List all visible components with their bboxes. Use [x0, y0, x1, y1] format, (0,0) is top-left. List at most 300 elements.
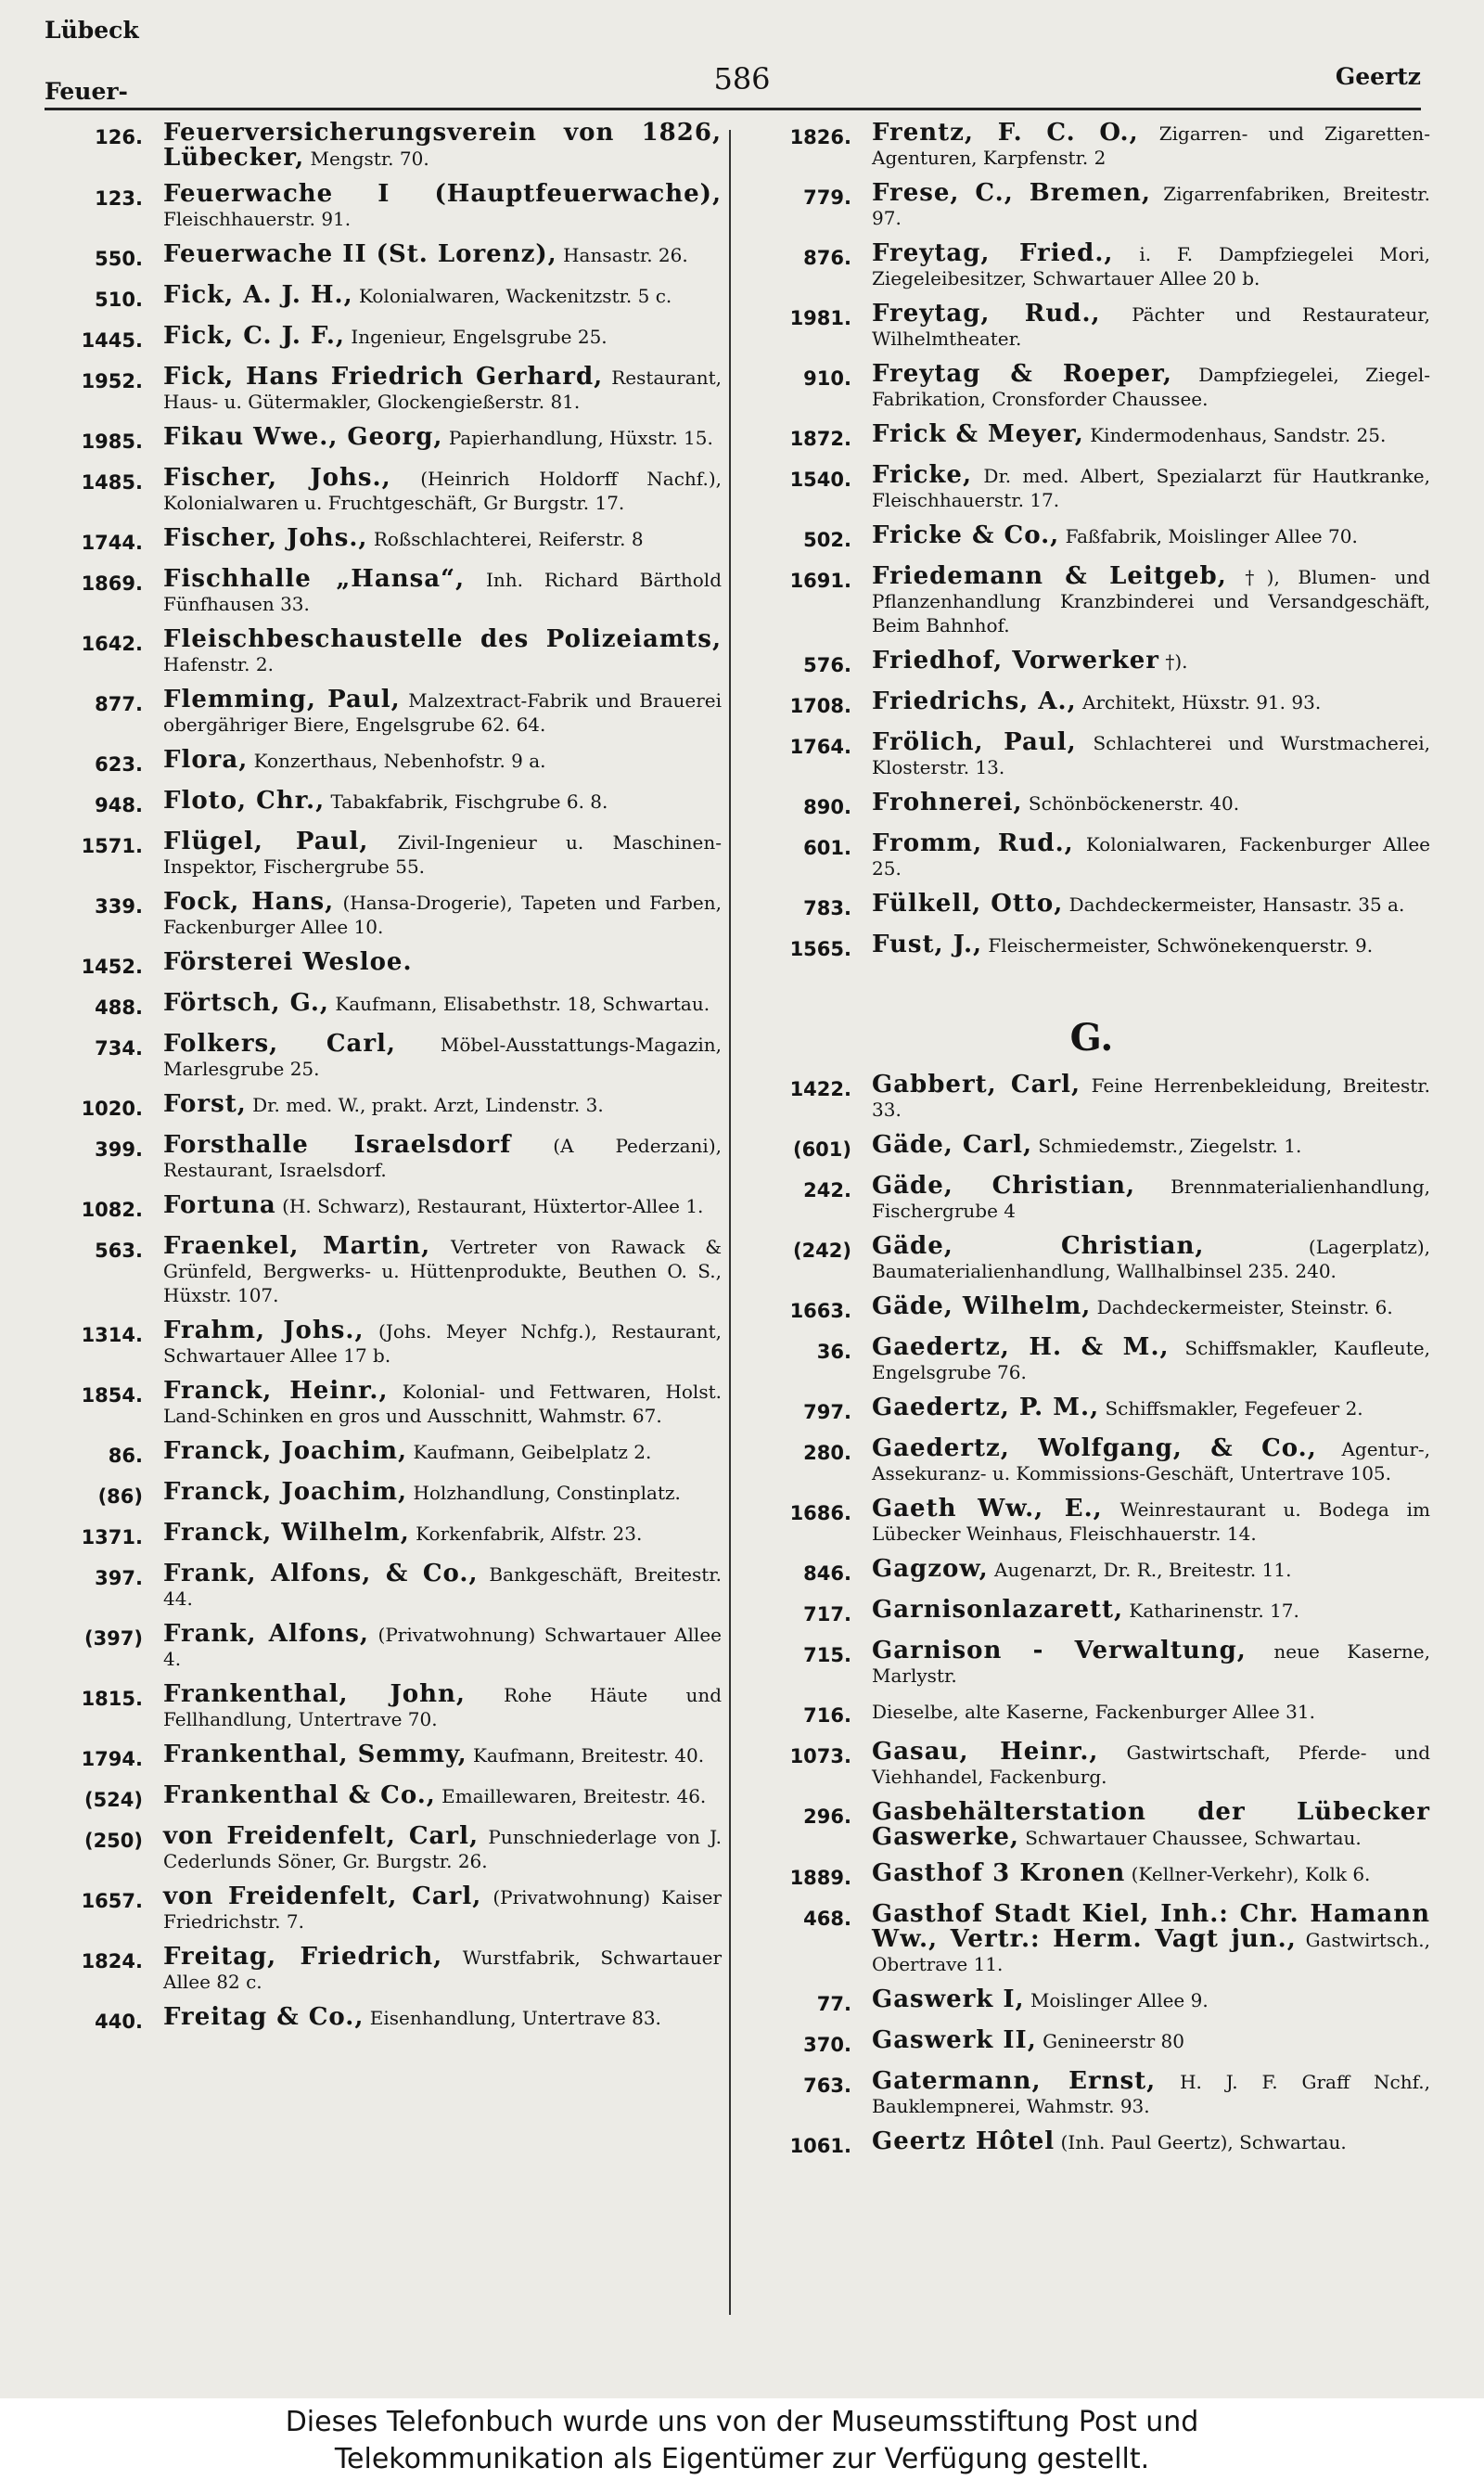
- subscriber-details: Dr. med. W., prakt. Arzt, Lindenstr. 3.: [252, 1094, 604, 1116]
- subscriber-details: Konzerthaus, Nebenhofstr. 9 a.: [253, 750, 546, 772]
- directory-entry: [45, 1884, 722, 1934]
- phone-number: (86): [97, 1485, 143, 1508]
- subscriber-name: Feuerwache II (St. Lorenz),: [163, 240, 557, 268]
- directory-entry: [753, 1073, 1430, 1122]
- subscriber-details: (A Pederzani), Restaurant, Israelsdorf.: [163, 1135, 722, 1181]
- entry-text: [163, 567, 722, 616]
- subscriber-name: Floto, Chr.,: [163, 787, 326, 815]
- entry-text: [163, 1622, 722, 1671]
- subscriber-name: Frese, C., Bremen,: [872, 179, 1151, 207]
- entry-text: [872, 892, 1430, 917]
- phone-number: 1657.: [81, 1890, 143, 1912]
- subscriber-details: Mengstr. 70.: [310, 148, 429, 170]
- subscriber-details: Agentur-, Assekuranz- u. Kommissions-Geschäft, Untertrave 105.: [872, 1438, 1431, 1484]
- phone-number: 399.: [95, 1138, 143, 1161]
- phone-number: 1854.: [81, 1384, 143, 1407]
- entry-text: [872, 463, 1430, 512]
- subscriber-details: Kindermodenhaus, Sandstr. 25.: [1090, 424, 1387, 446]
- subscriber-name: Förtsch, G.,: [163, 989, 329, 1017]
- subscriber-details: i. F. Dampfziegelei Mori, Ziegeleibesitzer, Schwartauer Allee 20 b.: [872, 243, 1430, 289]
- subscriber-details: Brennmaterialienhandlung, Fischergrube 4: [872, 1176, 1430, 1222]
- subscriber-details: Dachdeckermeister, Hansastr. 35 a.: [1068, 893, 1405, 916]
- subscriber-details: (Privatwohnung) Schwartauer Allee 4.: [163, 1624, 722, 1670]
- phone-number: 846.: [803, 1562, 851, 1585]
- subscriber-name: Frankenthal, John,: [163, 1680, 466, 1708]
- header-range-end: Geertz: [1335, 63, 1421, 90]
- directory-entry: [753, 121, 1430, 170]
- subscriber-name: Garnison - Verwaltung,: [872, 1637, 1247, 1664]
- directory-entry: [45, 890, 722, 939]
- entry-text: [163, 1480, 722, 1505]
- phone-number: 715.: [803, 1644, 851, 1666]
- directory-entry: [45, 627, 722, 676]
- directory-entry: [753, 689, 1430, 719]
- subscriber-details: Inh. Richard Bärthold Fünfhausen 33.: [163, 569, 722, 615]
- subscriber-name: Fortuna: [163, 1191, 276, 1219]
- entry-text: [872, 241, 1430, 290]
- phone-number: 1691.: [789, 570, 851, 592]
- subscriber-name: Gatermann, Ernst,: [872, 2067, 1157, 2095]
- phone-number: 1663.: [789, 1300, 851, 1322]
- entry-text: [163, 324, 722, 349]
- subscriber-name: Gaswerk II,: [872, 2026, 1037, 2054]
- phone-number: 779.: [803, 186, 851, 209]
- subscriber-name: Flemming, Paul,: [163, 686, 401, 713]
- subscriber-name: Feuerversicherungsverein von 1826, Lübecker,: [163, 119, 722, 172]
- subscriber-name: Fromm, Rud.,: [872, 829, 1074, 857]
- phone-number: (397): [83, 1627, 143, 1650]
- subscriber-name: Gabbert, Carl,: [872, 1071, 1081, 1099]
- directory-entry: [45, 687, 722, 737]
- subscriber-name: Geertz Hôtel: [872, 2127, 1055, 2155]
- directory-entry: [45, 829, 722, 879]
- entry-text: [872, 181, 1430, 230]
- subscriber-name: Fricke,: [872, 461, 973, 489]
- directory-entry: [753, 1598, 1430, 1627]
- entry-text: [163, 950, 722, 975]
- subscriber-details: Eisenhandlung, Untertrave 83.: [369, 2007, 661, 2029]
- phone-number: 1764.: [789, 736, 851, 758]
- phone-number: 1314.: [81, 1324, 143, 1346]
- entry-text: [163, 1783, 722, 1808]
- directory-entry: [753, 649, 1430, 678]
- phone-number: (242): [792, 1240, 851, 1262]
- directory-entry: [45, 567, 722, 616]
- subscriber-details: Dachdeckermeister, Steinstr. 6.: [1096, 1296, 1393, 1318]
- phone-number: 280.: [803, 1442, 851, 1464]
- entry-text: [872, 689, 1430, 714]
- entry-text: [872, 1987, 1430, 2012]
- subscriber-name: Franck, Heinr.,: [163, 1377, 389, 1405]
- entry-text: [872, 2069, 1430, 2118]
- subscriber-name: Gäde, Christian,: [872, 1232, 1205, 1260]
- entry-text: [872, 1598, 1430, 1623]
- directory-entry: [753, 1800, 1430, 1850]
- subscriber-details: Vertreter von Rawack & Grünfeld, Bergwerks- u. Hüttenprodukte, Beuthen O. S., Hüxstr. 107.: [163, 1236, 723, 1306]
- entry-text: [872, 932, 1430, 957]
- subscriber-details: Zigarren- und Zigaretten-Agenturen, Karpfenstr. 2: [872, 122, 1431, 169]
- phone-number: 488.: [95, 996, 143, 1019]
- entry-text: [163, 1234, 722, 1307]
- subscriber-details: Weinrestaurant u. Bodega im Lübecker Weinhaus, Fleischhauerstr. 14.: [872, 1498, 1431, 1545]
- entry-text: [872, 1861, 1430, 1886]
- subscriber-name: Gasthof Stadt Kiel, Inh.: Chr. Hamann Ww., Vertr.: Herm. Vagt jun.,: [872, 1900, 1430, 1953]
- subscriber-name: Gaedertz, H. & M.,: [872, 1333, 1170, 1361]
- directory-entry: [45, 950, 722, 980]
- footer-line-2: Telekommunikation als Eigentümer zur Verfügung gestellt.: [334, 2443, 1150, 2475]
- phone-number: 1952.: [81, 370, 143, 392]
- subscriber-details: Rohe Häute und Fellhandlung, Untertrave 70.: [163, 1684, 723, 1730]
- subscriber-details: Fleischhauerstr. 91.: [163, 208, 352, 230]
- phone-number: 1708.: [789, 695, 851, 717]
- phone-number: 1686.: [789, 1502, 851, 1524]
- directory-entry: [45, 789, 722, 818]
- subscriber-details: Schiffsmakler, Kaufleute, Engelsgrube 76.: [872, 1337, 1430, 1383]
- entry-text: [163, 1561, 722, 1611]
- phone-number: 296.: [803, 1805, 851, 1828]
- subscriber-name: Freitag, Friedrich,: [163, 1943, 443, 1971]
- subscriber-name: Gäde, Carl,: [872, 1131, 1033, 1159]
- directory-entry: [753, 181, 1430, 230]
- subscriber-details: Schwartauer Chaussee, Schwartau.: [1025, 1827, 1362, 1849]
- subscriber-name: Friedemann & Leitgeb,: [872, 562, 1227, 590]
- entry-text: [872, 1497, 1430, 1546]
- directory-entry: [45, 182, 722, 231]
- subscriber-name: Flügel, Paul,: [163, 828, 369, 855]
- subscriber-name: Fischer, Johs.,: [163, 524, 368, 552]
- entry-text: [872, 1638, 1430, 1688]
- section-letter: G.: [1069, 1016, 1114, 1060]
- subscriber-details: H. J. F. Graff Nchf., Bauklempnerei, Wahmstr. 93.: [872, 2071, 1431, 2117]
- subscriber-details: Malzextract-Fabrik und Brauerei obergähriger Biere, Engelsgrube 62. 64.: [163, 689, 722, 736]
- directory-entry: [753, 362, 1430, 411]
- header-range-start: Feuer-: [45, 78, 128, 105]
- subscriber-name: Freitag & Co.,: [163, 2003, 365, 2031]
- directory-entry: [753, 790, 1430, 820]
- directory-entry: [45, 283, 722, 313]
- subscriber-details: Bankgeschäft, Breitestr. 44.: [163, 1563, 723, 1610]
- phone-number: 123.: [95, 187, 143, 210]
- phone-number: 1422.: [789, 1078, 851, 1100]
- phone-number: 734.: [95, 1037, 143, 1060]
- subscriber-name: Gasthof 3 Kronen: [872, 1859, 1126, 1887]
- subscriber-name: Fick, Hans Friedrich Gerhard,: [163, 363, 604, 391]
- entry-text: [163, 121, 722, 171]
- directory-entry: [753, 1133, 1430, 1163]
- subscriber-details: Augenarzt, Dr. R., Breitestr. 11.: [994, 1559, 1292, 1581]
- directory-entry: [753, 1174, 1430, 1223]
- entry-text: [872, 362, 1430, 411]
- column-divider: [729, 130, 731, 2315]
- directory-entry: [753, 1987, 1430, 2017]
- directory-entry: [45, 324, 722, 353]
- subscriber-details: (Privatwohnung) Kaiser Friedrichstr. 7.: [163, 1886, 722, 1933]
- subscriber-name: Franck, Joachim,: [163, 1478, 408, 1506]
- phone-number: 1815.: [81, 1688, 143, 1710]
- directory-entry: [753, 1902, 1430, 1976]
- subscriber-details: Gastwirtsch., Obertrave 11.: [872, 1929, 1431, 1975]
- phone-number: 1485.: [81, 471, 143, 494]
- subscriber-name: Försterei Wesloe.: [163, 948, 413, 976]
- phone-number: 1540.: [789, 469, 851, 491]
- directory-entry: [45, 365, 722, 414]
- entry-text: [163, 1682, 722, 1731]
- entry-text: [163, 365, 722, 414]
- subscriber-details: Architekt, Hüxstr. 91. 93.: [1082, 691, 1322, 713]
- phone-number: 876.: [803, 247, 851, 269]
- entry-text: [872, 1073, 1430, 1122]
- phone-number: 36.: [816, 1341, 851, 1363]
- entry-text: [163, 1824, 722, 1873]
- phone-number: 763.: [803, 2075, 851, 2097]
- directory-entry: [45, 1193, 722, 1223]
- directory-entry: [753, 1699, 1430, 1728]
- entry-text: [872, 422, 1430, 447]
- directory-entry: [45, 1622, 722, 1671]
- subscriber-name: Fricke & Co.,: [872, 521, 1060, 549]
- phone-number: 601.: [803, 837, 851, 859]
- entry-text: [163, 1379, 722, 1428]
- subscriber-details: †), Blumen- und Pflanzenhandlung Kranzbinderei und Versandgeschäft, Beim Bahnhof.: [872, 566, 1431, 636]
- phone-number: 1571.: [81, 835, 143, 857]
- phone-number: 502.: [803, 529, 851, 551]
- directory-entry: [753, 2028, 1430, 2058]
- entry-text: [163, 425, 722, 450]
- entry-text: [872, 1557, 1430, 1582]
- subscriber-name: Franck, Joachim,: [163, 1437, 408, 1465]
- directory-entry: [753, 1294, 1430, 1324]
- directory-entry: [753, 730, 1430, 779]
- entry-text: [872, 1335, 1430, 1384]
- subscriber-details: Kaufmann, Breitestr. 40.: [473, 1744, 705, 1767]
- subscriber-details: Schlachterei und Wurstmacherei, Klosterstr. 13.: [872, 732, 1431, 778]
- subscriber-details: Schönböckenerstr. 40.: [1028, 792, 1240, 815]
- subscriber-details: Faßfabrik, Moislinger Allee 70.: [1065, 525, 1358, 547]
- directory-entry: [753, 1861, 1430, 1891]
- phone-number: 890.: [803, 796, 851, 818]
- directory-entry: [753, 1395, 1430, 1425]
- entry-text: [872, 1800, 1430, 1850]
- phone-number: 370.: [803, 2034, 851, 2056]
- subscriber-details: †).: [1165, 650, 1188, 673]
- subscriber-name: Gaeth Ww., E.,: [872, 1495, 1103, 1523]
- directory-entry: [45, 466, 722, 515]
- phone-number: 339.: [95, 895, 143, 918]
- entry-text: [163, 829, 722, 879]
- subscriber-details: (Johs. Meyer Nchfg.), Restaurant, Schwartauer Allee 17 b.: [163, 1320, 723, 1367]
- entry-text: [163, 789, 722, 814]
- subscriber-name: von Freidenfelt, Carl,: [163, 1822, 480, 1850]
- entry-text: [163, 1742, 722, 1767]
- directory-entry: [753, 2129, 1430, 2159]
- entry-text: [163, 1193, 722, 1218]
- subscriber-name: Freytag, Fried.,: [872, 239, 1114, 267]
- subscriber-details: Schiffsmakler, Fegefeuer 2.: [1105, 1397, 1363, 1420]
- entry-text: [872, 1294, 1430, 1319]
- subscriber-name: Gagzow,: [872, 1555, 989, 1583]
- subscriber-name: Frankenthal, Semmy,: [163, 1741, 467, 1768]
- subscriber-name: Frohnerei,: [872, 789, 1023, 816]
- subscriber-details: Ingenieur, Engelsgrube 25.: [351, 326, 608, 348]
- subscriber-name: Gaedertz, Wolfgang, & Co.,: [872, 1434, 1317, 1462]
- directory-entry: [45, 526, 722, 556]
- phone-number: 86.: [108, 1445, 143, 1467]
- phone-number: 910.: [803, 367, 851, 390]
- directory-entry: [753, 422, 1430, 452]
- subscriber-details: (Hansa-Drogerie), Tapeten und Farben, Fackenburger Allee 10.: [163, 892, 722, 938]
- directory-entry: [45, 242, 722, 272]
- phone-number: 126.: [95, 126, 143, 148]
- entry-text: [163, 991, 722, 1016]
- subscriber-name: Fraenkel, Martin,: [163, 1232, 431, 1260]
- directory-entry: [45, 991, 722, 1021]
- subscriber-details: Moislinger Allee 9.: [1030, 1989, 1209, 2011]
- entry-text: [163, 1133, 722, 1182]
- phone-number: 783.: [803, 897, 851, 919]
- phone-number: 1824.: [81, 1950, 143, 1972]
- directory-entry: [45, 1133, 722, 1182]
- subscriber-name: Fock, Hans,: [163, 888, 335, 916]
- directory-entry: [753, 523, 1430, 553]
- subscriber-details: Katharinenstr. 17.: [1129, 1600, 1299, 1622]
- entry-text: [872, 2028, 1430, 2053]
- subscriber-name: Friedhof, Vorwerker: [872, 647, 1159, 675]
- phone-number: 550.: [95, 248, 143, 270]
- subscriber-name: Gasau, Heinr.,: [872, 1738, 1099, 1766]
- entry-text: [872, 790, 1430, 816]
- header-city: Lübeck: [45, 17, 139, 44]
- subscriber-name: Fleischbeschaustelle des Polizeiamts,: [163, 625, 722, 653]
- entry-text: [163, 627, 722, 676]
- subscriber-details: Fleischermeister, Schwönekenquerstr. 9.: [988, 934, 1374, 957]
- subscriber-details: Schmiedemstr., Ziegelstr. 1.: [1038, 1135, 1302, 1157]
- directory-entry: [753, 302, 1430, 351]
- phone-number: 1981.: [789, 307, 851, 329]
- subscriber-details: Wurstfabrik, Schwartauer Allee 82 c.: [163, 1947, 723, 1993]
- subscriber-details: Papierhandlung, Hüxstr. 15.: [448, 427, 713, 449]
- subscriber-name: Forsthalle Israelsdorf: [163, 1131, 512, 1159]
- entry-text: [163, 748, 722, 773]
- subscriber-details: Roßschlachterei, Reiferstr. 8: [373, 528, 644, 550]
- entry-text: [872, 523, 1430, 548]
- subscriber-name: Feuerwache I (Hauptfeuerwache),: [163, 180, 722, 208]
- entry-text: [872, 1740, 1430, 1789]
- subscriber-details: Holzhandlung, Constinplatz.: [413, 1482, 681, 1504]
- subscriber-name: Frölich, Paul,: [872, 728, 1077, 756]
- subscriber-details: Kaufmann, Geibelplatz 2.: [413, 1441, 652, 1463]
- directory-entry: [45, 1742, 722, 1772]
- entry-text: [163, 1032, 722, 1081]
- directory-entry: [753, 892, 1430, 921]
- subscriber-details: Dieselbe, alte Kaserne, Fackenburger Allee 31.: [872, 1701, 1315, 1723]
- header-rule: [45, 108, 1421, 110]
- subscriber-details: Dampfziegelei, Ziegel-Fabrikation, Cronsforder Chaussee.: [872, 364, 1430, 410]
- entry-text: [163, 1521, 722, 1546]
- directory-entry: [45, 1824, 722, 1873]
- directory-entry: [45, 1945, 722, 1994]
- entry-text: [872, 1234, 1430, 1283]
- subscriber-name: Fülkell, Otto,: [872, 890, 1064, 918]
- entry-text: [872, 302, 1430, 351]
- subscriber-name: Gasbehälterstation der Lübecker Gaswerke,: [872, 1798, 1430, 1851]
- subscriber-name: Fischer, Johs.,: [163, 464, 391, 492]
- directory-entry: [45, 1379, 722, 1428]
- phone-number: 397.: [95, 1567, 143, 1589]
- subscriber-details: (Heinrich Holdorff Nachf.), Kolonialwaren u. Fruchtgeschäft, Gr Burgstr. 17.: [163, 468, 722, 514]
- directory-entry: [45, 2005, 722, 2035]
- subscriber-details: Zigarrenfabriken, Breitestr. 97.: [872, 183, 1430, 229]
- entry-text: [163, 2005, 722, 2030]
- phone-number: 1452.: [81, 956, 143, 978]
- entry-text: [163, 182, 722, 231]
- subscriber-details: Gastwirtschaft, Pferde- und Viehhandel, Fackenburg.: [872, 1741, 1430, 1788]
- entry-text: [872, 1174, 1430, 1223]
- footer-note: [0, 2398, 1484, 2480]
- phone-number: 716.: [803, 1704, 851, 1727]
- subscriber-name: Folkers, Carl,: [163, 1030, 396, 1058]
- phone-number: 1985.: [81, 430, 143, 453]
- subscriber-name: Gaedertz, P. M.,: [872, 1394, 1100, 1421]
- subscriber-name: Fick, A. J. H.,: [163, 281, 353, 309]
- subscriber-details: (Inh. Paul Geertz), Schwartau.: [1060, 2131, 1347, 2153]
- phone-number: 77.: [816, 1993, 851, 2015]
- phone-number: 1889.: [789, 1867, 851, 1889]
- phone-number: 1642.: [81, 633, 143, 655]
- directory-entry: [45, 1480, 722, 1510]
- directory-entry: [753, 2069, 1430, 2118]
- entry-text: [163, 1884, 722, 1934]
- subscriber-name: Fust, J.,: [872, 931, 983, 958]
- entry-text: [872, 1133, 1430, 1158]
- phone-number: 1872.: [789, 428, 851, 450]
- subscriber-details: Feine Herrenbekleidung, Breitestr. 33.: [872, 1074, 1431, 1121]
- subscriber-details: Tabakfabrik, Fischgrube 6. 8.: [330, 790, 608, 813]
- subscriber-name: Freytag & Roeper,: [872, 360, 1172, 388]
- subscriber-name: Forst,: [163, 1090, 247, 1118]
- directory-entry: [753, 1557, 1430, 1587]
- directory-entry: [45, 1521, 722, 1550]
- directory-entry: [753, 932, 1430, 962]
- subscriber-details: Zivil-Ingenieur u. Maschinen-Inspektor, Fischergrube 55.: [163, 831, 722, 878]
- directory-entry: [753, 564, 1430, 637]
- phone-number: 510.: [95, 289, 143, 311]
- directory-entry: [45, 1682, 722, 1731]
- phone-number: 1744.: [81, 532, 143, 554]
- phone-number: 1061.: [789, 2135, 851, 2157]
- entry-text: [872, 1699, 1430, 1724]
- subscriber-name: Gäde, Wilhelm,: [872, 1292, 1092, 1320]
- subscriber-details: (Kellner-Verkehr), Kolk 6.: [1131, 1863, 1371, 1885]
- subscriber-name: Franck, Wilhelm,: [163, 1519, 410, 1547]
- phone-number: 1794.: [81, 1748, 143, 1770]
- directory-entry: [45, 1318, 722, 1368]
- directory-entry: [45, 1783, 722, 1813]
- entry-text: [163, 466, 722, 515]
- subscriber-details: Kolonialwaren, Wackenitzstr. 5 c.: [358, 285, 672, 307]
- entry-text: [163, 242, 722, 267]
- entry-text: [163, 1092, 722, 1117]
- entry-text: [163, 526, 722, 551]
- directory-entry: [753, 1497, 1430, 1546]
- subscriber-details: Kolonialwaren, Fackenburger Allee 25.: [872, 833, 1430, 880]
- phone-number: 877.: [95, 693, 143, 715]
- directory-entry: [753, 1740, 1430, 1789]
- right-column: [753, 121, 1430, 2170]
- entry-text: [872, 1902, 1430, 1976]
- phone-number: 948.: [95, 794, 143, 816]
- subscriber-details: Punschniederlage von J. Cederlunds Söner, Gr. Burgstr. 26.: [163, 1826, 722, 1872]
- entry-text: [163, 687, 722, 737]
